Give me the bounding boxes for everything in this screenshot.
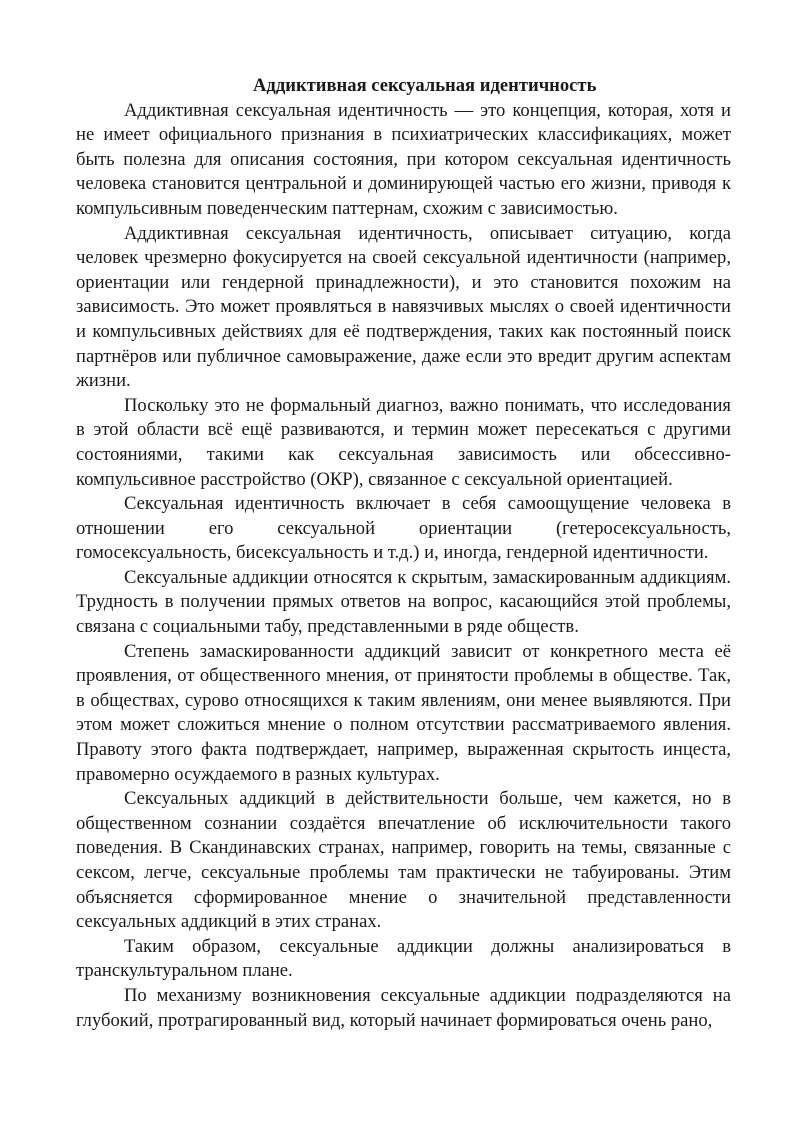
document-title: Аддиктивная сексуальная идентичность	[253, 75, 597, 96]
paragraph-2: Аддиктивная сексуальная идентичность, описывает ситуацию, когда человек чрезмерно фокусируется на своей сексуальной идентичности (например, ориентации или гендерной принадлежности), и это становится похожим на зависимость. Это может проявляться в навязчивых мыслях о своей идентичности и компульсивных действиях для её подтверждения, таких как постоянный поиск партнёров или публичное самовыражение, даже если это вредит другим аспектам жизни.	[76, 222, 731, 392]
paragraph-1: Аддиктивная сексуальная идентичность — это концепция, которая, хотя и не имеет официального признания в психиатрических классификациях, может быть полезна для описания состояния, при котором сексуальная идентичность человека становится центральной и доминирующей частью его жизни, приводя к компульсивным поведенческим паттернам, схожим с зависимостью.	[76, 99, 731, 219]
paragraph-9: По механизму возникновения сексуальные аддикции подразделяются на глубокий, протрагированный вид, который начинает формироваться очень рано,	[76, 984, 731, 1031]
paragraph-7: Сексуальных аддикций в действительности больше, чем кажется, но в общественном сознании создаётся впечатление об исключительности такого поведения. В Скандинавских странах, например, говорить на темы, связанные с сексом, легче, сексуальные проблемы там практически не табуированы. Этим объясняется сформированное мнение о значительной представленности сексуальных аддикций в этих странах.	[76, 788, 731, 933]
paragraph-5: Сексуальные аддикции относятся к скрытым, замаскированным аддикциям. Трудность в получении прямых ответов на вопрос, касающийся этой проблемы, связана с социальными табу, представленными в ряде обществ.	[76, 566, 731, 638]
paragraph-8: Таким образом, сексуальные аддикции должны анализироваться в транскультуральном плане.	[76, 935, 731, 982]
paragraph-3: Поскольку это не формальный диагноз, важно понимать, что исследования в этой области всё ещё развиваются, и термин может пересекаться с другими состояниями, такими как сексуальная зависимость или обсессивно-компульсивное расстройство (ОКР), связанное с сексуальной ориентацией.	[76, 394, 731, 490]
paragraph-4: Сексуальная идентичность включает в себя самоощущение человека в отношении его сексуальной ориентации (гетеросексуальность, гомосексуальность, бисексуальность и т.д.) и, иногда, гендерной идентичности.	[76, 493, 731, 564]
paragraph-6: Степень замаскированности аддикций зависит от конкретного места её проявления, от общественного мнения, от принятости проблемы в обществе. Так, в обществах, сурово относящихся к таким явлениям, они менее выявляются. При этом может сложиться мнение о полном отсутствии рассматриваемого явления. Правоту этого факта подтверждает, например, выраженная скрытость инцеста, правомерно осуждаемого в разных культурах.	[76, 640, 731, 785]
document-page	[76, 74, 731, 1033]
